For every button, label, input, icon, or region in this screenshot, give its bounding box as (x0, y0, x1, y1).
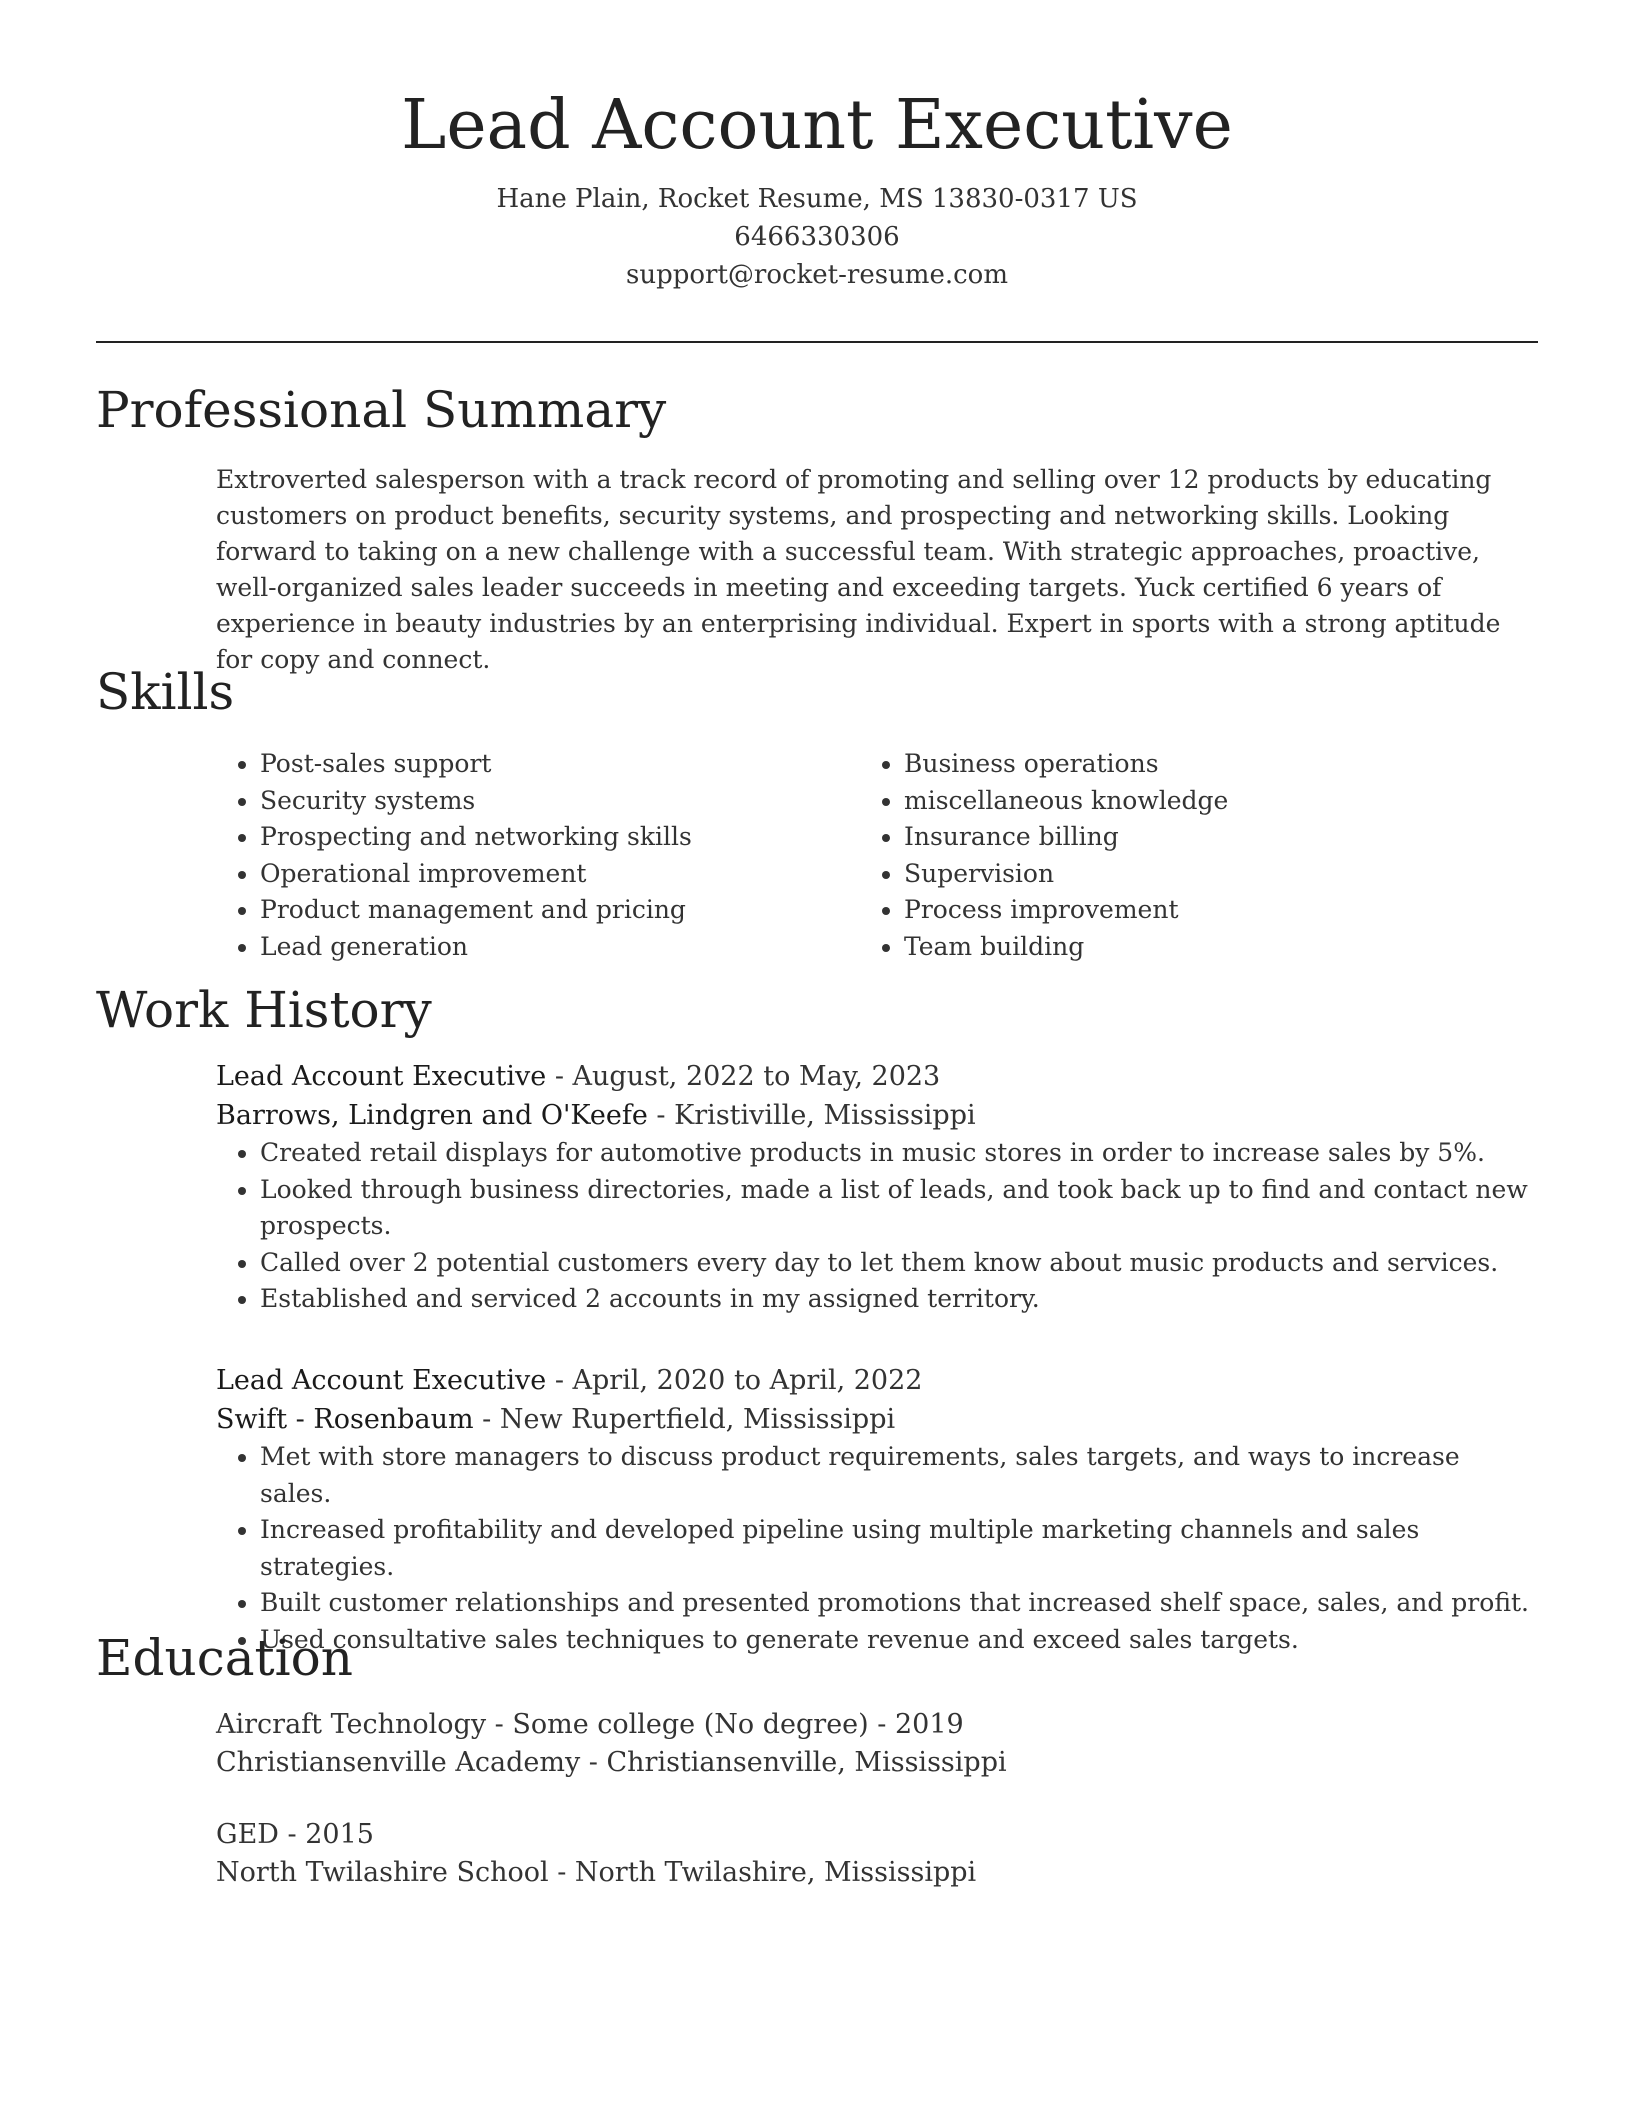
education-entry (216, 1706, 1536, 1782)
job-position: Lead Account Executive (216, 1365, 547, 1396)
job-duty: • Looked through business directories, made a list of leads, and took back up to find and contact new prospects. (260, 1172, 1536, 1245)
job-duty: • Established and serviced 2 accounts in my assigned territory. (260, 1281, 1536, 1318)
education-school: Christiansenville Academy (216, 1747, 581, 1778)
education-school: North Twilashire School (216, 1857, 549, 1888)
education-location: - Christiansenville, Mississippi (580, 1747, 1007, 1778)
job-duty: • Created retail displays for automotive products in music stores in order to increase sales by 5%. (260, 1135, 1536, 1172)
job-position: Lead Account Executive (216, 1061, 547, 1092)
job-duty: • Called over 2 potential customers every day to let them know about music products and services. (260, 1245, 1536, 1282)
job-duty: • Built customer relationships and presented promotions that increased shelf space, sales, and profit. (260, 1585, 1536, 1622)
summary-text: Extroverted salesperson with a track record of promoting and selling over 12 products by educating customers on product benefits, security systems, and prospecting and networking skills. Looking forward to taking on a new challenge with a successful team. With strategic approaches, proactive, well-organized sales leader succeeds in meeting and exceeding targets. Yuck certified 6 years of experience in beauty industries by an enterprising individual. Expert in sports with a strong aptitude for copy and connect. (216, 465, 1501, 674)
skill-item: • Operational improvement (260, 856, 856, 893)
education-degree: Aircraft Technology - Some college (No degree) - 2019 (216, 1709, 964, 1740)
resume-name: Lead Account Executive (401, 86, 1233, 165)
job-dates: - August, 2022 to May, 2023 (546, 1061, 941, 1092)
skill-item: • Product management and pricing (260, 892, 856, 929)
summary-heading: Professional Summary (96, 381, 667, 439)
job-location: - New Rupertfield, Mississippi (473, 1404, 896, 1435)
job-duty: • Met with store managers to discuss product requirements, sales targets, and ways to increase sales. (260, 1439, 1536, 1512)
education-school-line (216, 1744, 1536, 1782)
skill-item: • Post-sales support (260, 746, 856, 783)
skill-item: • Team building (904, 929, 1500, 966)
contact-address: Hane Plain, Rocket Resume, MS 13830-0317 US (496, 184, 1138, 214)
work-history-heading: Work History (96, 981, 432, 1039)
skill-item: • Lead generation (260, 929, 856, 966)
job-company-line (216, 1096, 1536, 1135)
job-company-line (216, 1400, 1536, 1439)
education-location: - North Twilashire, Mississippi (548, 1857, 977, 1888)
skill-item: • Supervision (904, 856, 1500, 893)
job-duties-list (216, 1135, 1536, 1318)
job-company: Swift - Rosenbaum (216, 1404, 474, 1435)
skill-item: • Prospecting and networking skills (260, 819, 856, 856)
skills-heading: Skills (96, 663, 235, 721)
job-entry (216, 1362, 1536, 1658)
skill-item: • Business operations (904, 746, 1500, 783)
skill-item: • Insurance billing (904, 819, 1500, 856)
job-company: Barrows, Lindgren and O'Keefe (216, 1100, 648, 1131)
job-title-line (216, 1362, 1536, 1400)
contact-email: support@rocket-resume.com (625, 260, 1008, 290)
education-entry (216, 1816, 1536, 1892)
skill-item: • Process improvement (904, 892, 1500, 929)
skills-list-right (860, 746, 1500, 965)
job-dates: - April, 2020 to April, 2022 (546, 1365, 923, 1396)
skills-list-left (216, 746, 856, 965)
skill-item: • miscellaneous knowledge (904, 783, 1500, 820)
education-heading: Education (96, 1629, 353, 1687)
resume-header (96, 80, 1538, 294)
contact-phone: 6466330306 (734, 222, 900, 252)
skills-column-right (860, 746, 1500, 965)
skills-column-left (216, 746, 856, 965)
header-divider (96, 341, 1538, 343)
job-location: - Kristiville, Mississippi (647, 1100, 976, 1131)
education-school-line (216, 1854, 1536, 1892)
job-duties-list (216, 1439, 1536, 1658)
contact-info (96, 180, 1538, 294)
education-degree: GED - 2015 (216, 1819, 374, 1850)
job-entry (216, 1058, 1536, 1318)
job-duty: • Increased profitability and developed pipeline using multiple marketing channels and sales strategies. (260, 1512, 1536, 1585)
job-title-line (216, 1058, 1536, 1096)
job-duty: • Used consultative sales techniques to generate revenue and exceed sales targets. (260, 1622, 1536, 1659)
skill-item: • Security systems (260, 783, 856, 820)
